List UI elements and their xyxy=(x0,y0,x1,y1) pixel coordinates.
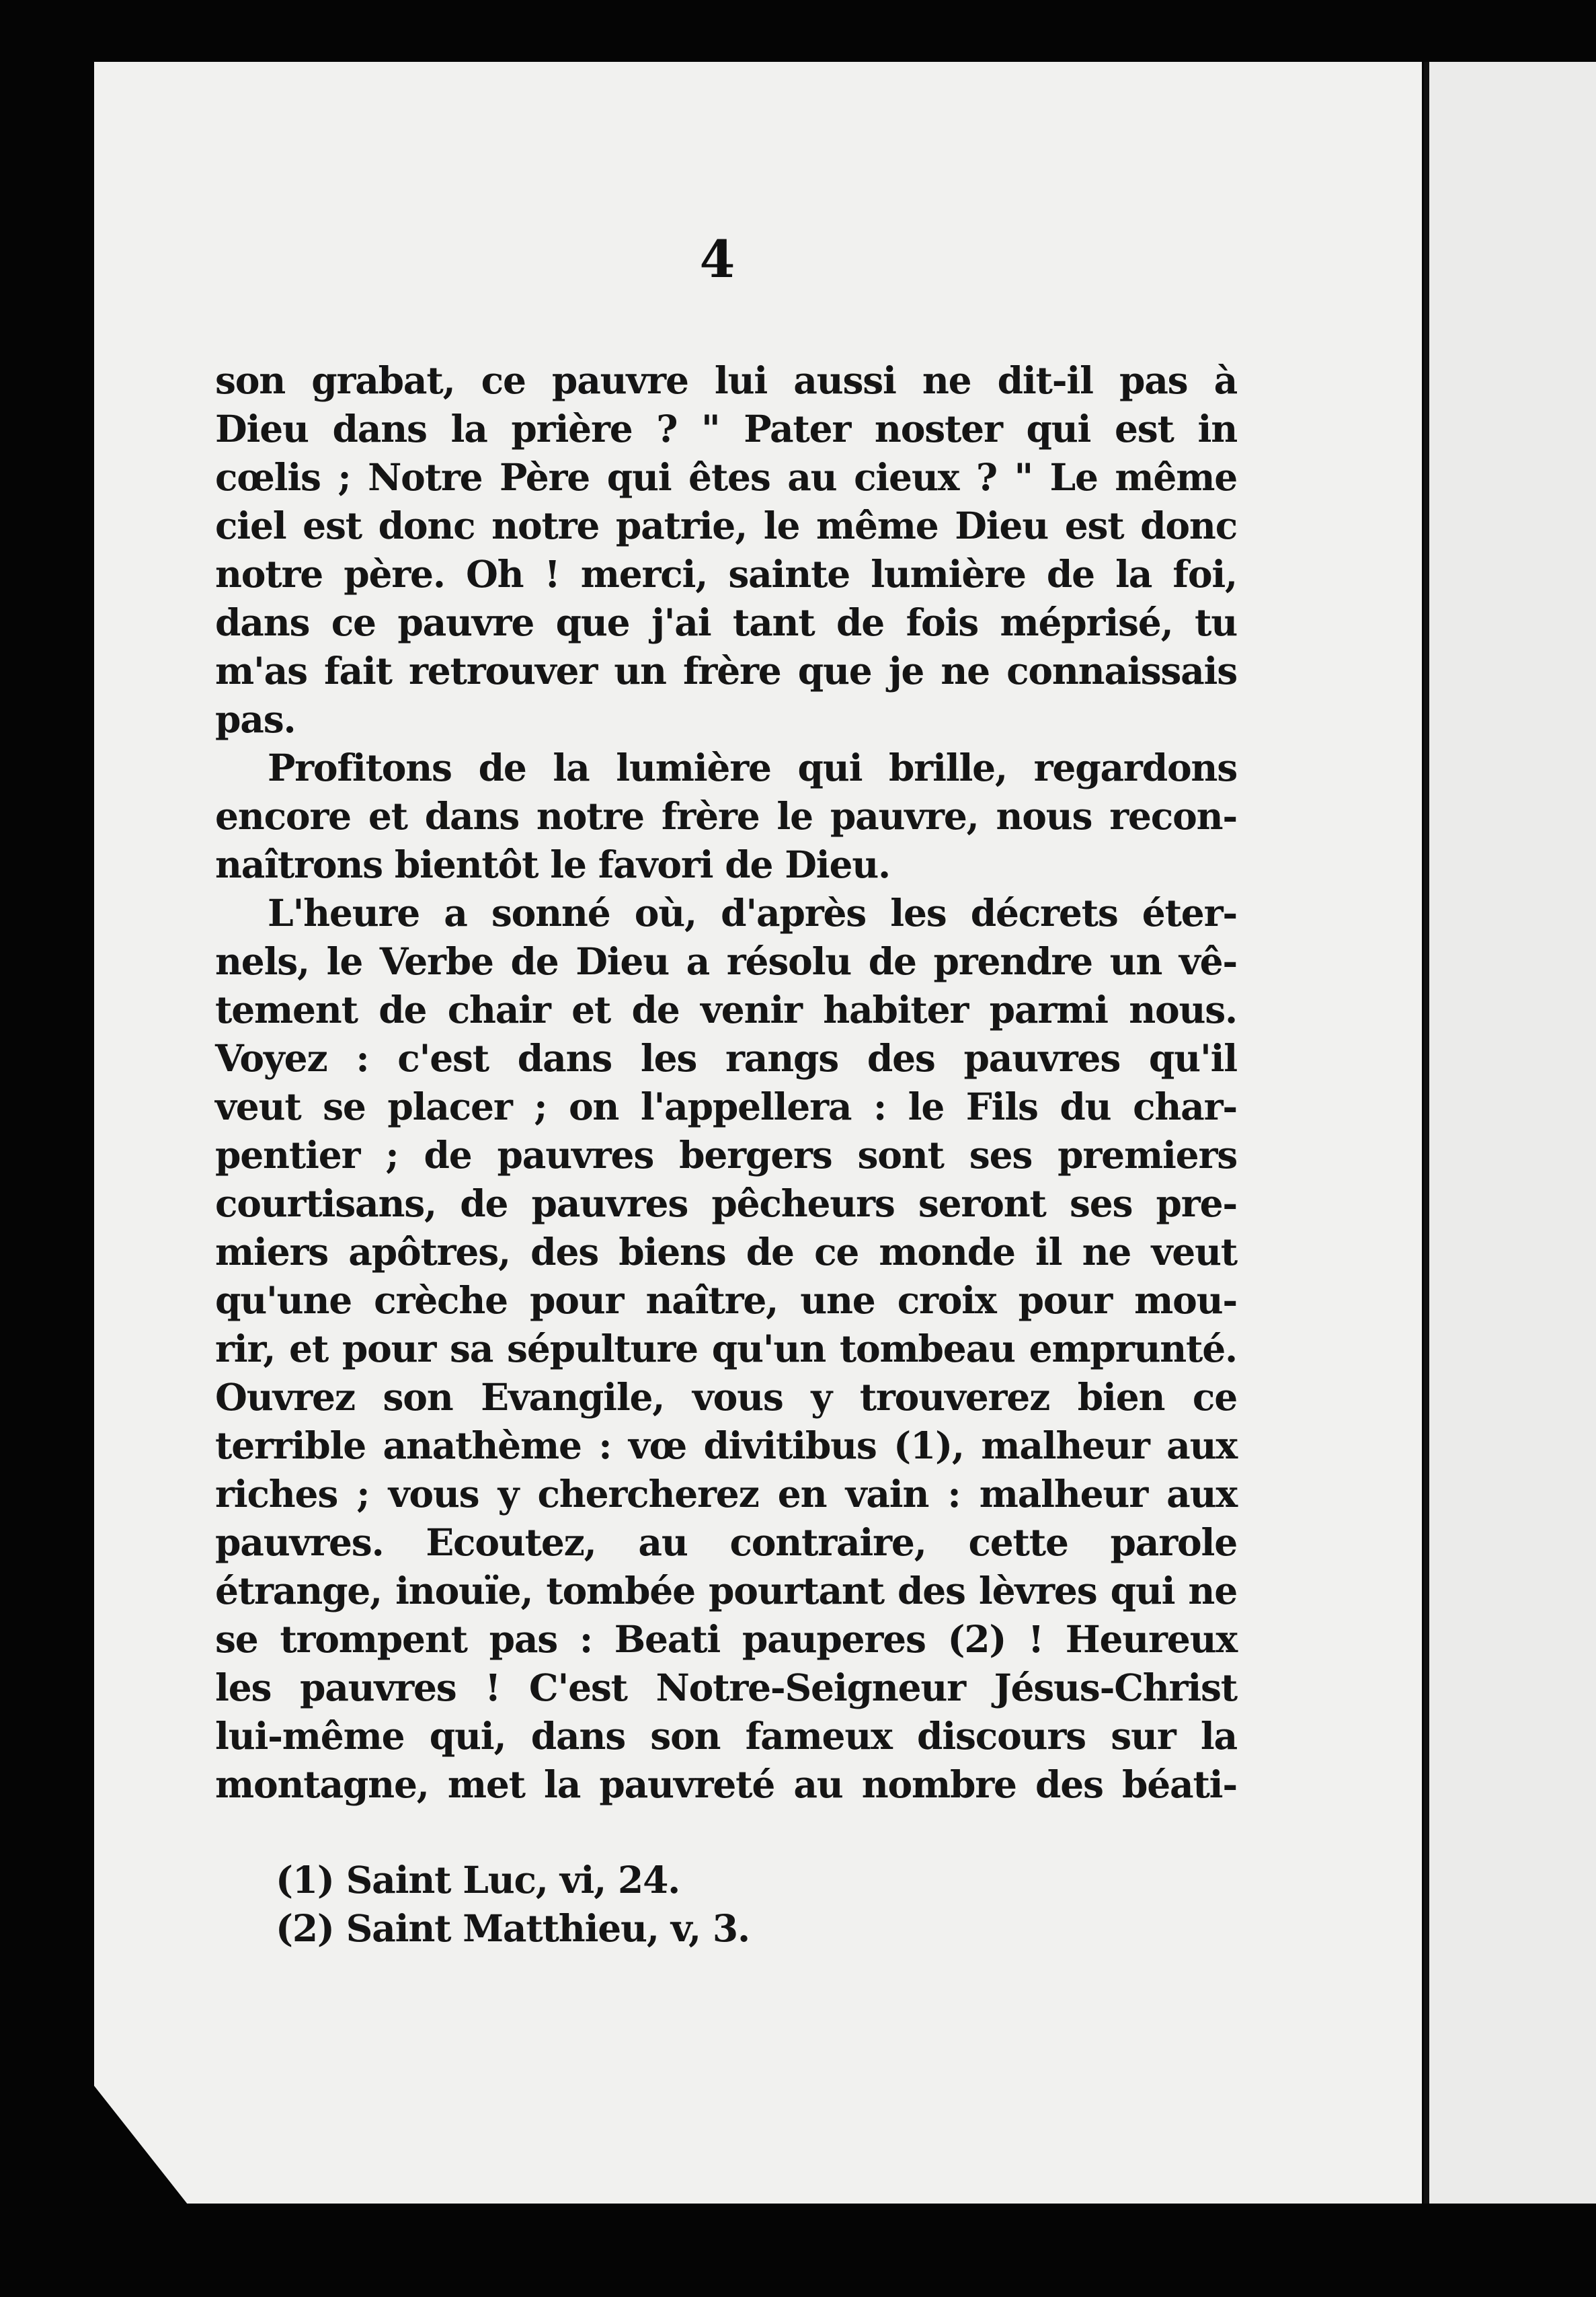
text-line: Profitons de la lumière qui brille, regardons xyxy=(268,746,1237,789)
text-line: terrible anathème : vœ divitibus (1), malheur aux xyxy=(215,1424,1237,1467)
text-line: son grabat, ce pauvre lui aussi ne dit-il pas à xyxy=(215,358,1237,402)
text-line: veut se placer ; on l'appellera : le Fils du char- xyxy=(215,1085,1237,1128)
text-line: pentier ; de pauvres bergers sont ses premiers xyxy=(215,1133,1237,1177)
body-text xyxy=(215,356,1237,1809)
text-line: tement de chair et de venir habiter parmi nous. xyxy=(215,988,1237,1031)
adjacent-page-edge xyxy=(1424,62,1596,2204)
text-line: qu'une crèche pour naître, une croix pour mou- xyxy=(215,1278,1237,1322)
text-line: nels, le Verbe de Dieu a résolu de prendre un vê- xyxy=(215,939,1237,983)
text-line: se trompent pas : Beati pauperes (2) ! Heureux xyxy=(215,1617,1237,1661)
text-line: les pauvres ! C'est Notre-Seigneur Jésus-Christ xyxy=(215,1666,1237,1709)
text-line: pauvres. Ecoutez, au contraire, cette parole xyxy=(215,1520,1237,1564)
text-line: naîtrons bientôt le favori de Dieu. xyxy=(215,843,890,886)
text-line: riches ; vous y chercherez en vain : malheur aux xyxy=(215,1472,1237,1516)
text-line: dans ce pauvre que j'ai tant de fois méprisé, tu xyxy=(215,600,1237,644)
text-line: pas. xyxy=(215,697,296,741)
text-line: cœlis ; Notre Père qui êtes au cieux ? " Le même xyxy=(215,455,1237,499)
page-number: 4 xyxy=(699,229,735,289)
footnotes xyxy=(276,1856,750,1953)
text-line: L'heure a sonné où, d'après les décrets éter- xyxy=(268,891,1237,935)
text-line: lui-même qui, dans son fameux discours sur la xyxy=(215,1714,1237,1758)
text-line: Ouvrez son Evangile, vous y trouverez bien ce xyxy=(215,1375,1237,1419)
text-line: étrange, inouïe, tombée pourtant des lèvres qui ne xyxy=(215,1569,1237,1612)
text-line: notre père. Oh ! merci, sainte lumière de la foi, xyxy=(215,552,1237,596)
footnote: (1) Saint Luc, vi, 24. xyxy=(276,1858,680,1902)
text-line: courtisans, de pauvres pêcheurs seront ses pre- xyxy=(215,1181,1237,1225)
text-line: Dieu dans la prière ? " Pater noster qui est in xyxy=(215,407,1237,451)
text-line: ciel est donc notre patrie, le même Dieu est donc xyxy=(215,504,1237,547)
text-line: montagne, met la pauvreté au nombre des béati- xyxy=(215,1762,1237,1806)
text-line: miers apôtres, des biens de ce monde il ne veut xyxy=(215,1230,1237,1274)
text-line: Voyez : c'est dans les rangs des pauvres qu'il xyxy=(215,1036,1237,1080)
text-line: m'as fait retrouver un frère que je ne connaissais xyxy=(215,649,1237,693)
text-line: encore et dans notre frère le pauvre, nous recon- xyxy=(215,794,1237,838)
footnote: (2) Saint Matthieu, v, 3. xyxy=(276,1906,750,1950)
text-line: rir, et pour sa sépulture qu'un tombeau emprunté. xyxy=(215,1327,1237,1370)
